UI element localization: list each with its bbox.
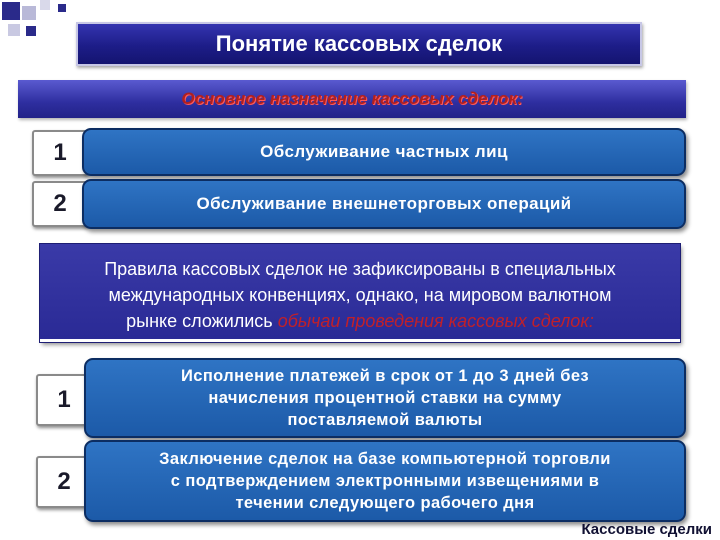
page-title: Понятие кассовых сделок: [215, 31, 503, 56]
decorative-square: [26, 26, 36, 36]
custom-2-line-2: с подтверждением электронными извещениями в: [170, 472, 600, 490]
decorative-square: [8, 24, 20, 36]
custom-1-line-3: поставляемой валюты: [287, 411, 483, 429]
subtitle-bar: [18, 80, 686, 118]
rules-box: [40, 244, 680, 342]
decorative-square: [22, 6, 36, 20]
custom-number-2: 2: [36, 456, 92, 508]
custom-number-1: 1: [36, 374, 92, 426]
title-bar: [76, 22, 642, 66]
custom-item-2: [84, 440, 686, 522]
purpose-item-2: [82, 179, 686, 229]
rules-line-1: Правила кассовых сделок не зафиксированы в специальных: [104, 259, 616, 279]
purpose-text-2: Обслуживание внешнеторговых операций: [196, 194, 572, 213]
custom-2-line-1: Заключение сделок на базе компьютерной торговли: [159, 450, 611, 468]
purpose-number-2: 2: [32, 181, 88, 227]
decorative-square: [58, 4, 66, 12]
rules-line-2: международных конвенциях, однако, на мировом валютном: [108, 285, 612, 305]
decorative-square: [40, 0, 50, 10]
subtitle: Основное назначение кассовых сделок:: [181, 89, 523, 108]
custom-2-line-3: течении следующего рабочего дня: [235, 494, 535, 512]
footer-label: Кассовые сделки: [581, 521, 712, 538]
decorative-square: [2, 2, 20, 20]
purpose-item-1: [82, 128, 686, 176]
purpose-number-1: 1: [32, 130, 88, 176]
rules-line-3: рынке сложились: [126, 311, 278, 331]
purpose-text-1: Обслуживание частных лиц: [260, 142, 508, 161]
custom-1-line-1: Исполнение платежей в срок от 1 до 3 дней без: [180, 367, 590, 385]
custom-item-1: [84, 358, 686, 438]
rules-highlight: обычаи проведения кассовых сделок:: [277, 311, 594, 331]
custom-1-line-2: начисления процентной ставки на сумму: [208, 389, 562, 407]
